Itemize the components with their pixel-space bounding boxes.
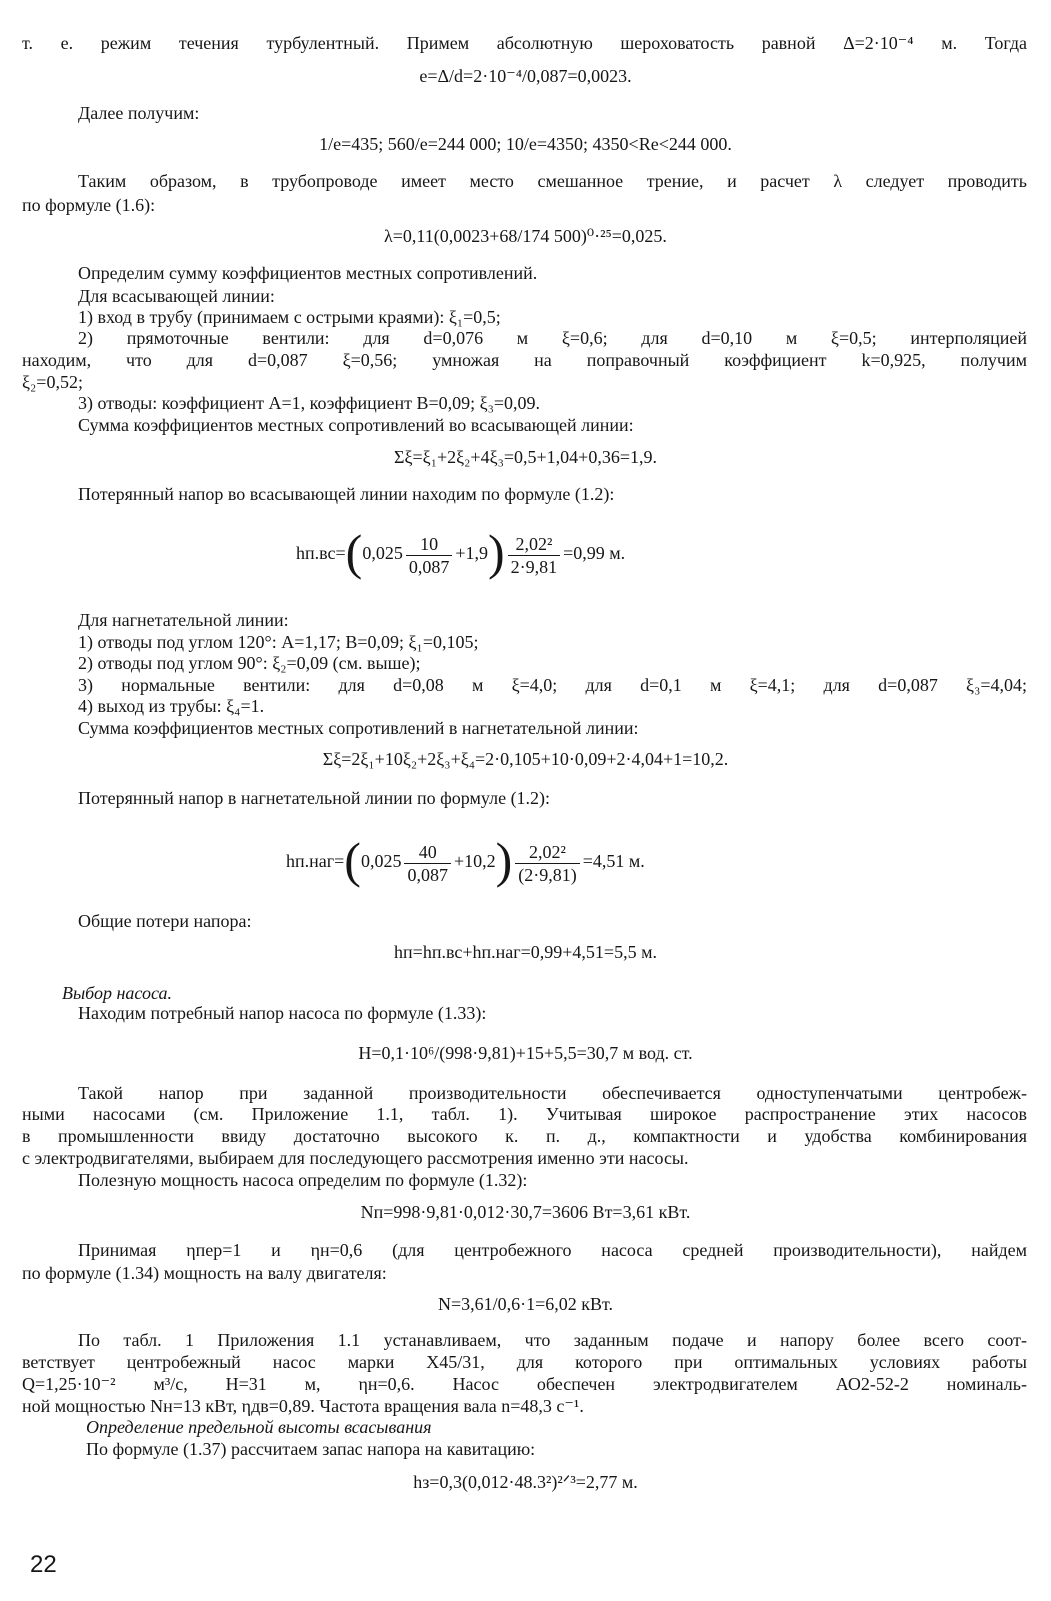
fraction-denominator: 0,087 bbox=[408, 556, 450, 577]
formula-useful-power: Nп=998·9,81·0,012·30,7=3606 Вт=3,61 кВт. bbox=[360, 1202, 691, 1222]
fraction-velocity-head bbox=[515, 841, 579, 886]
formula-plus-term: +1,9 bbox=[455, 543, 488, 564]
text-line: по формуле (1.34) мощность на валу двигателя: bbox=[22, 1263, 387, 1283]
text-line: 1) отводы под углом 120°: A=1,17; B=0,09; ξ₁=0,105; bbox=[78, 632, 479, 652]
text-line: 4) выход из трубы: ξ₄=1. bbox=[78, 696, 265, 716]
text-line: ξ₂=0,52; bbox=[22, 372, 83, 392]
text-line: Сумма коэффициентов местных сопротивлений в нагнетательной линии: bbox=[78, 718, 639, 738]
fraction-length-diameter bbox=[406, 533, 453, 578]
fraction-numerator: 10 bbox=[406, 533, 453, 556]
formula-lhs: hп.вс= bbox=[296, 543, 346, 564]
formula-result: =0,99 м. bbox=[563, 543, 626, 564]
formula-head-loss-discharge: hп.наг=(0,025 $\frac{40}{0,087}$ +10,2) $\frac{\text{2,02²}}{(2\cdot 9,81)}$ =4,51 м. bbox=[286, 832, 645, 888]
fraction-numerator: 2,02² bbox=[515, 841, 579, 864]
formula-coefficient: 0,025 bbox=[360, 851, 402, 872]
formula-result: =4,51 м. bbox=[582, 851, 645, 872]
text-line: 2) прямоточные вентили: для d=0,076 м ξ=0,6; для d=0,10 м ξ=0,5; интерполяцией bbox=[78, 328, 1027, 348]
text-line: находим, что для d=0,087 ξ=0,56; умножая на поправочный коэффициент k=0,925, получим bbox=[22, 350, 1027, 370]
fraction-length-diameter bbox=[404, 841, 451, 886]
text-line: 1) вход в трубу (принимаем с острыми краями): ξ₁=0,5; bbox=[78, 307, 501, 327]
text-line: по формуле (1.6): bbox=[22, 195, 156, 215]
fraction-numerator: 2,02² bbox=[508, 533, 561, 556]
text-line: ными насосами (см. Приложение 1.1, табл. 1). Учитывая широкое распространение этих насосов bbox=[22, 1104, 1027, 1124]
text-line: с электродвигателями, выбираем для последующего рассмотрения именно эти насосы. bbox=[22, 1148, 689, 1168]
text-line: Общие потери напора: bbox=[78, 911, 252, 931]
text-line: Потерянный напор во всасывающей линии находим по формуле (1.2): bbox=[78, 484, 615, 504]
text-line: Определим сумму коэффициентов местных сопротивлений. bbox=[78, 263, 538, 283]
text-line: Такой напор при заданной производительности обеспечивается одноступенчатыми центробеж- bbox=[78, 1083, 1027, 1103]
formula-head-loss-suction: hп.вс=(0,025 $\frac{10}{0,087}$ +1,9) $\frac{\text{2,02²}}{2\cdot 9,81}$ =0,99 м. bbox=[296, 524, 626, 580]
section-heading: Выбор насоса. bbox=[62, 983, 172, 1003]
text-line: Потерянный напор в нагнетательной линии по формуле (1.2): bbox=[78, 788, 551, 808]
formula-cavitation-reserve: hз=0,3(0,012·48.3²)²ᐟ³=2,77 м. bbox=[413, 1472, 638, 1492]
formula-lambda: λ=0,11(0,0023+68/174 500)⁰·²⁵=0,025. bbox=[384, 226, 667, 246]
text-line: Сумма коэффициентов местных сопротивлений во всасывающей линии: bbox=[78, 415, 634, 435]
text-line: По табл. 1 Приложения 1.1 устанавливаем, что заданным подаче и напору более всего соот- bbox=[78, 1330, 1027, 1350]
formula-required-head: H=0,1·10⁶/(998·9,81)+15+5,5=30,7 м вод. ст. bbox=[358, 1043, 693, 1063]
formula-lhs: hп.наг= bbox=[286, 851, 345, 872]
formula-roughness: e=Δ/d=2·10⁻⁴/0,087=0,0023. bbox=[419, 66, 632, 86]
text-line: 3) отводы: коэффициент A=1, коэффициент B=0,09; ξ₃=0,09. bbox=[78, 393, 541, 413]
text-line: в промышленности ввиду достаточно высокого к. п. д., компактности и удобства комбинирования bbox=[22, 1126, 1027, 1146]
text-line: Для всасывающей линии: bbox=[78, 286, 275, 306]
formula-coefficient: 0,025 bbox=[362, 543, 403, 564]
fraction-numerator: 40 bbox=[404, 841, 451, 864]
fraction-denominator: 2·9,81 bbox=[510, 556, 558, 577]
formula-total-loss: hп=hп.вс+hп.наг=0,99+4,51=5,5 м. bbox=[394, 942, 657, 962]
fraction-denominator: (2·9,81) bbox=[518, 864, 577, 885]
text-line: 2) отводы под углом 90°: ξ₂=0,09 (см. выше); bbox=[78, 653, 421, 673]
text-line: По формуле (1.37) рассчитаем запас напора на кавитацию: bbox=[86, 1439, 536, 1459]
formula-plus-term: +10,2 bbox=[453, 851, 496, 872]
text-line: Для нагнетательной линии: bbox=[78, 610, 289, 630]
text-line: Находим потребный напор насоса по формуле (1.33): bbox=[78, 1003, 487, 1023]
text-line: Принимая ηпер=1 и ηн=0,6 (для центробежного насоса средней производительности), найдем bbox=[78, 1240, 1027, 1260]
section-heading: Определение предельной высоты всасывания bbox=[86, 1417, 432, 1437]
text-line: Далее получим: bbox=[78, 103, 200, 123]
fraction-denominator: 0,087 bbox=[407, 864, 448, 885]
text-line: Полезную мощность насоса определим по формуле (1.32): bbox=[78, 1170, 528, 1190]
text-line: Таким образом, в трубопроводе имеет место смешанное трение, и расчет λ следует проводить bbox=[78, 171, 1027, 191]
text-line: Q=1,25·10⁻² м³/с, H=31 м, ηн=0,6. Насос обеспечен электродвигателем АО2-52-2 номиналь- bbox=[22, 1374, 1027, 1394]
formula-reynolds-bounds: 1/e=435; 560/e=244 000; 10/e=4350; 4350<Re<244 000. bbox=[319, 134, 732, 154]
text-line: т. е. режим течения турбулентный. Примем абсолютную шероховатость равной Δ=2·10⁻⁴ м. Тогда bbox=[22, 33, 1027, 53]
formula-sum-discharge: Σξ=2ξ₁+10ξ₂+2ξ₃+ξ₄=2·0,105+10·0,09+2·4,04+1=10,2. bbox=[322, 749, 729, 769]
text-line: ной мощностью Nн=13 кВт, ηдв=0,89. Частота вращения вала n=48,3 с⁻¹. bbox=[22, 1396, 584, 1416]
text-line: 3) нормальные вентили: для d=0,08 м ξ=4,0; для d=0,1 м ξ=4,1; для d=0,087 ξ₃=4,04; bbox=[78, 675, 1027, 695]
formula-sum-suction: Σξ=ξ₁+2ξ₂+4ξ₃=0,5+1,04+0,36=1,9. bbox=[394, 447, 657, 467]
text-line: ветствует центробежный насос марки X45/31, для которого при оптимальных условиях работы bbox=[22, 1352, 1027, 1372]
formula-shaft-power: N=3,61/0,6·1=6,02 кВт. bbox=[437, 1294, 614, 1314]
fraction-velocity-head bbox=[508, 533, 561, 578]
page-number: 22 bbox=[30, 1551, 57, 1578]
